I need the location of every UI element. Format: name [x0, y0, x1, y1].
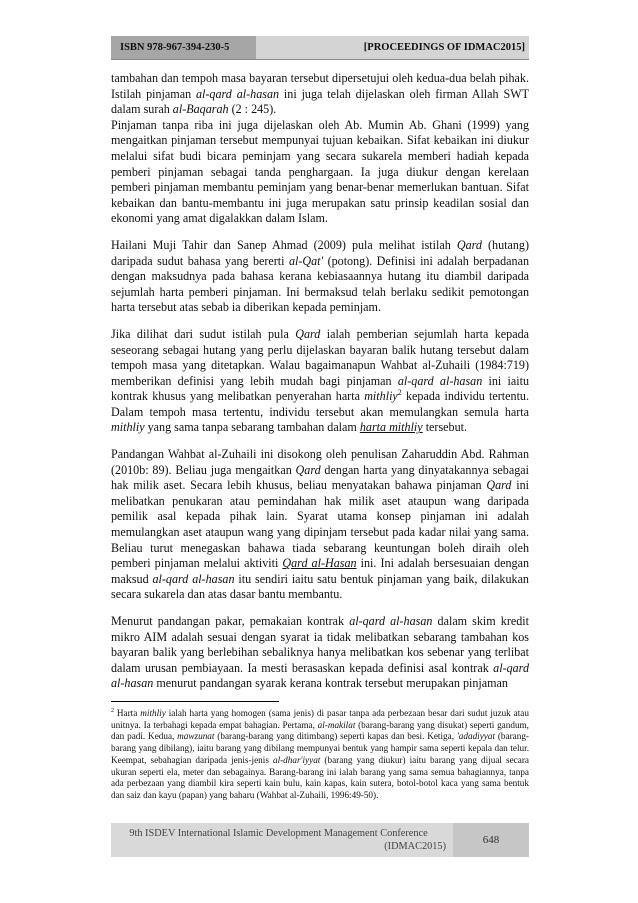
page-footer	[111, 823, 529, 857]
footnote-divider	[111, 701, 279, 702]
proceedings-title: [PROCEEDINGS OF IDMAC2015]	[363, 42, 525, 53]
paragraph: tambahan dan tempoh masa bayaran tersebut dipersetujui oleh kedua-dua belah pihak. Istilah pinjaman al-qard al-hasan ini juga telah dijelaskan oleh firman Allah SWT dalam surah al-Baqarah (2 : 245).	[111, 71, 529, 117]
page-header	[111, 36, 529, 60]
isbn-label: ISBN 978-967-394-230-5	[111, 36, 256, 59]
page-number: 648	[453, 823, 529, 857]
paragraph: Menurut pandangan pakar, pemakaian kontrak al-qard al-hasan dalam skim kredit mikro AIM adalah sesuai dengan syarat ia tidak melibatkan sebarang tambahan kos bayaran balik yang berlebihan sebaliknya hanya melibatkan kos sebenar yang terlibat dalam urusan pembiayaan. Ia mesti berasaskan kepada definisi asal kontrak al-qard al-hasan menurut pandangan syarak kerana kontrak tersebut merupakan pinjaman	[111, 614, 529, 691]
paragraph: Jika dilihat dari sudut istilah pula Qard ialah pemberian sejumlah harta kepada seseorang sebagai hutang yang perlu dijelaskan bayaran balik hutang tersebut dalam tempoh masa yang ditetapkan. Walau bagaimanapun Wahbat al-Zuhaili (1984:719) memberikan definisi yang lebih mudah bagi pinjaman al-qard al-hasan ini iaitu kontrak khusus yang melibatkan penyerahan harta mithliy$^2$ kepada individu tertentu. Dalam tempoh masa tertentu, individu tersebut akan memulangkan semula harta mithliy yang sama tanpa sebarang tambahan dalam harta mithliy tersebut.	[111, 326, 530, 435]
paragraph: Pinjaman tanpa riba ini juga dijelaskan oleh Ab. Mumin Ab. Ghani (1999) yang mengaitkan pinjaman tersebut mempunyai tujuan kebaikan. Sifat kebaikan ini diukur melalui sifat budi bicara peminjam yang secara sukarela memberi hadiah kepada pemberi pinjaman sebagai tanda penghargaan. Ia juga diukur dengan kerelaan pemberi pinjaman membantu peminjam yang benar-benar memerlukan bantuan. Sifat kebaikan dan bantu-membantu ini juga merupakan satu prinsip keadilan sosial dan ekonomi yang amat digalakkan dalam Islam.	[111, 117, 529, 226]
footnote-number: 2	[111, 707, 114, 714]
footnote-ref[interactable]: 2	[397, 388, 402, 398]
paragraph: Pandangan Wahbat al-Zuhaili ini disokong oleh penulisan Zaharuddin Abd. Rahman (2010b: 89). Beliau juga mengaitkan Qard dengan harta yang dinyatakannya sebagai hak milik aset. Secara lebih khusus, beliau menyatakan bahawa pinjaman Qard ini melibatkan penukaran atau pemindahan hak milik aset ataupun wang daripada pemilik asal kepada pihak lain. Syarat utama konsep pinjaman ini adalah memulangkan aset ataupun wang yang dipinjam tersebut pada kadar nilai yang sama. Beliau turut menegaskan bahawa tiada sebarang keuntungan boleh diraih oleh pemberi pinjaman melalui aktiviti Qard al-Hasan ini. Ini adalah bersesuaian dengan maksud al-qard al-hasan itu sendiri iaitu satu bentuk pinjaman yang baik, dilakukan secara sukarela dan atas dasar bantu membantu.	[111, 447, 529, 602]
body-text	[111, 71, 529, 692]
footnote: $^2$ Harta mithliy ialah harta yang homogen (sama jenis) di pasar tanpa ada perbezaan besar dari sudut juzuk atau unitnya. Ia terbahagi kepada empat bahagian. Pertama, al-makilat (barang-barang yang disukat) seperti gandum, dan padi. Kedua, mawzunat (barang-barang yang ditimbang) seperti kapas dan besi. Ketiga, 'adadiyyat (barang-barang yang dibilang), iaitu barang yang dibilang mempunyai bentuk yang hampir sama seperti kepala dan telur. Keempat, sebahagian daripada jenis-jenis al-dhar'iyyat (barang yang diukur) iaitu barang yang dijual secara ukuran seperti ela, meter dan sebagainya. Barang-barang ini ialah barang yang sama semua bahagiannya, tanpa ada perbezaan yang diambil kira seperti kain bulu, kain kapas, kain sutera, botol-botol kaca yang sama bentuk dan saiz dan kayu (papan) yang baharu (Wahbat al-Zuhaili, 1996:49-50).	[111, 707, 529, 800]
conference-name: 9th ISDEV International Islamic Development Management Conference (IDMAC2015)	[129, 828, 446, 852]
paragraph: Hailani Muji Tahir dan Sanep Ahmad (2009) pula melihat istilah Qard (hutang) daripada sudut bahasa yang bererti al-Qat' (potong). Definisi ini adalah berpadanan dengan maksudnya pada bahasa kerana kebiasaannya hutang itu diambil daripada sejumlah harta pemberi pinjaman. Ini bermaksud telah berlaku sedikit pemotongan harta tersebut atas sebab ia diberikan kepada peminjam.	[111, 237, 529, 315]
